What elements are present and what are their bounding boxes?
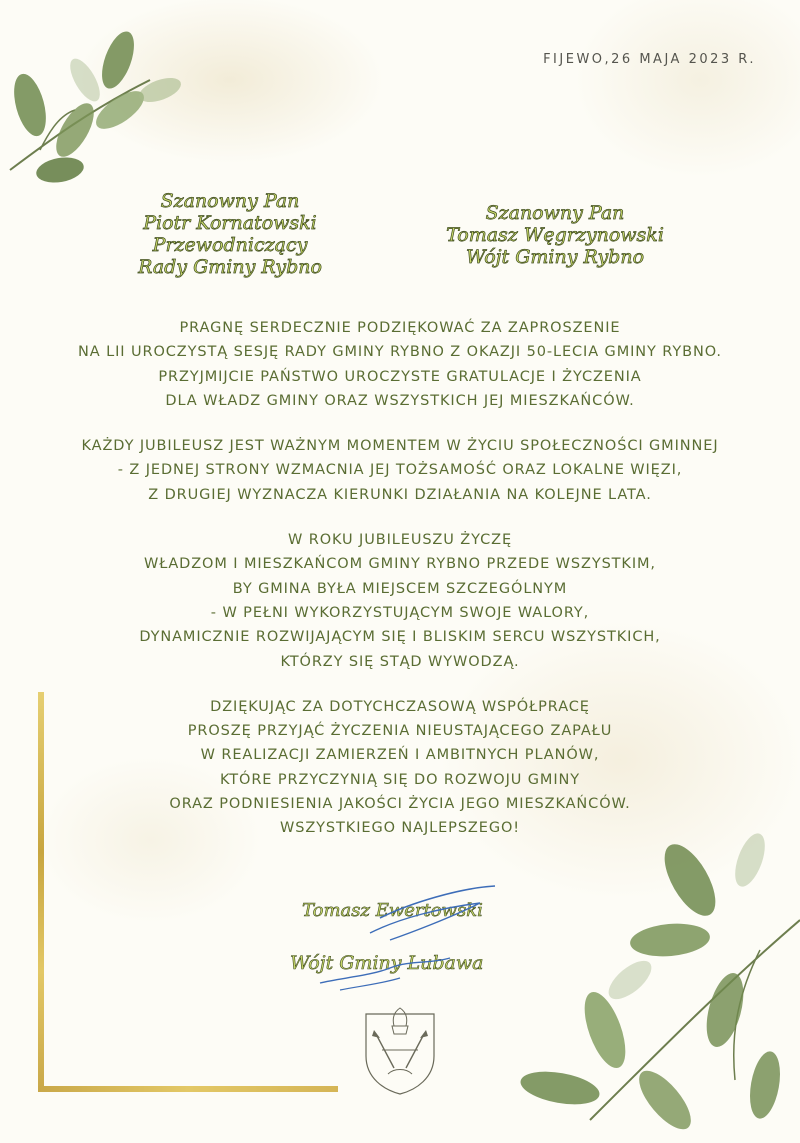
text-line: NA LII UROCZYSTĄ SESJĘ RADY GMINY RYBNO Z OKAZJI 50-LECIA GMINY RYBNO.: [78, 344, 722, 361]
text-line: DLA WŁADZ GMINY ORAZ WSZYSTKICH JEJ MIESZKAŃCÓW.: [165, 392, 635, 409]
signatory-title: Wójt Gminy Lubawa: [290, 952, 484, 974]
addressee-line: Szanowny Pan: [485, 202, 625, 224]
addressee-line: Przewodniczący: [152, 234, 308, 256]
addressee-line: Szanowny Pan: [160, 190, 300, 212]
paragraph: [20, 528, 780, 674]
text-line: - Z JEDNEJ STRONY WZMACNIA JEJ TOŻSAMOŚĆ ORAZ LOKALNE WIĘZI,: [117, 462, 683, 479]
letter-date: FIJEWO,26 MAJA 2023 R.: [543, 52, 756, 67]
text-line: WŁADZOM I MIESZKAŃCOM GMINY RYBNO PRZEDE WSZYSTKIM,: [144, 556, 656, 573]
addressee-right: [420, 202, 690, 268]
letter-body: [20, 316, 780, 862]
text-line: PROSZĘ PRZYJĄĆ ŻYCZENIA NIEUSTAJĄCEGO ZAPAŁU: [187, 723, 613, 740]
text-line: KTÓRE PRZYCZYNIĄ SIĘ DO ROZWOJU GMINY: [219, 771, 581, 788]
text-line: DYNAMICZNIE ROZWIJAJĄCYM SIĘ I BLISKIM SERCU WSZYSTKICH,: [139, 629, 661, 646]
text-line: PRAGNĘ SERDECZNIE PODZIĘKOWAĆ ZA ZAPROSZENIE: [179, 320, 621, 336]
addressee-line: Wójt Gminy Rybno: [465, 246, 645, 268]
text-line: DZIĘKUJĄC ZA DOTYCHCZASOWĄ WSPÓŁPRACĘ: [210, 698, 590, 715]
signatory-name: Tomasz Ewertowski: [302, 900, 483, 921]
text-line: KAŻDY JUBILEUSZ JEST WAŻNYM MOMENTEM W ŻYCIU SPOŁECZNOŚCI GMINNEJ: [81, 438, 719, 455]
text-line: W ROKU JUBILEUSZU ŻYCZĘ: [287, 532, 513, 549]
paragraph: [20, 316, 780, 413]
text-line: ORAZ PODNIESIENIA JAKOŚCI ŻYCIA JEGO MIESZKAŃCÓW.: [169, 796, 631, 813]
paragraph: [20, 434, 780, 507]
text-line: KTÓRZY SIĘ STĄD WYWODZĄ.: [280, 653, 520, 670]
coat-of-arms-icon: [362, 1004, 438, 1096]
gold-frame-horizontal: [38, 1086, 338, 1092]
handwritten-signature-icon: [300, 878, 500, 998]
addressee-line: Piotr Kornatowski: [143, 212, 317, 234]
text-line: PRZYJMIJCIE PAŃSTWO UROCZYSTE GRATULACJE I ŻYCZENIA: [158, 368, 642, 385]
text-line: BY GMINA BYŁA MIEJSCEM SZCZEGÓLNYM: [232, 580, 568, 597]
addressee-line: Rady Gminy Rybno: [138, 256, 322, 278]
addressee-left: [110, 190, 350, 278]
leaf-sprig-icon: [0, 20, 200, 200]
text-line: WSZYSTKIEGO NAJLEPSZEGO!: [280, 820, 520, 837]
text-line: - W PEŁNI WYKORZYSTUJĄCYM SWOJE WALORY,: [210, 604, 590, 621]
text-line: W REALIZACJI ZAMIERZEŃ I AMBITNYCH PLANÓW,: [200, 747, 600, 764]
text-line: Z DRUGIEJ WYZNACZA KIERUNKI DZIAŁANIA NA KOLEJNE LATA.: [148, 486, 652, 503]
paragraph: [20, 695, 780, 841]
addressee-line: Tomasz Węgrzynowski: [446, 224, 664, 246]
leaf-sprig-icon: [500, 820, 800, 1143]
